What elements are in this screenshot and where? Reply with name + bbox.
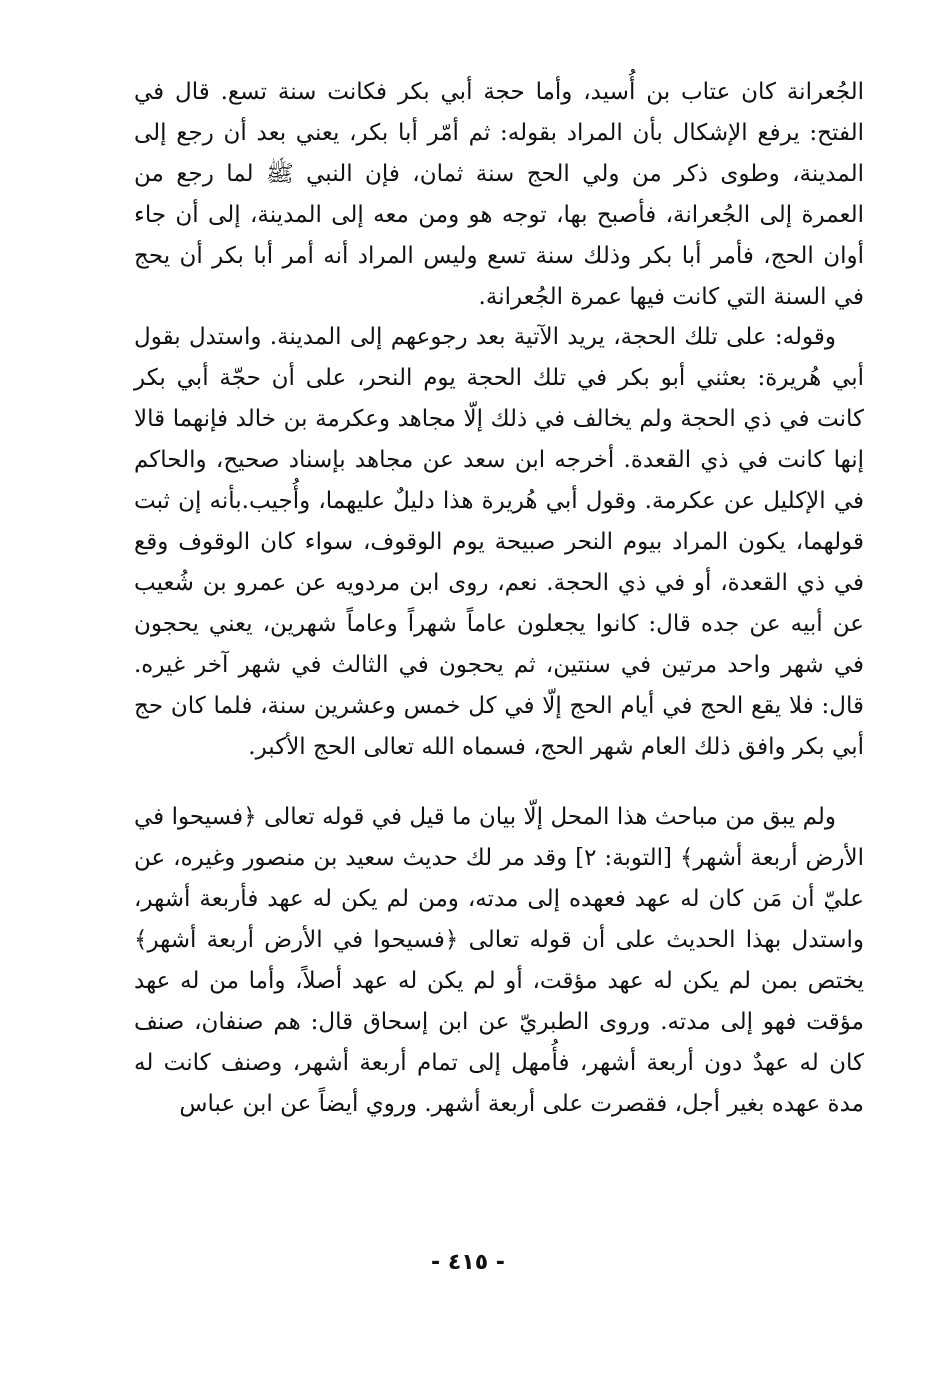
page-body <box>134 72 864 1125</box>
paragraph-2: وقوله: على تلك الحجة، يريد الآتية بعد رجوعهم إلى المدينة. واستدل بقول أبي هُريرة: بعثني أبو بكر في تلك الحجة يوم النحر، على أن حجّة أبي بكر كانت في ذي الحجة ولم يخالف في ذلك إلّا مجاهد وعكرمة بن خالد فإنهما قالا إنها كانت في ذي القعدة. أخرجه ابن سعد عن مجاهد بإسناد صحيح، والحاكم في الإكليل عن عكرمة. وقول أبي هُريرة هذا دليلٌ عليهما، وأُجيب.بأنه إن ثبت قولهما، يكون المراد بيوم النحر صبيحة يوم الوقوف، سواء كان الوقوف وقع في ذي القعدة، أو في ذي الحجة. نعم، روى ابن مردويه عن عمرو بن شُعيب عن أبيه عن جده قال: كانوا يجعلون عاماً شهراً وعاماً شهرين، يعني يحجون في شهر واحد مرتين في سنتين، ثم يحجون في الثالث في شهر آخر غيره. قال: فلا يقع الحج في أيام الحج إلّا في كل خمس وعشرين سنة، فلما كان حج أبي بكر وافق ذلك العام شهر الحج، فسماه الله تعالى الحج الأكبر. <box>134 324 864 760</box>
paragraph-3: ولم يبق من مباحث هذا المحل إلّا بيان ما قيل في قوله تعالى ﴿فسيحوا في الأرض أربعة أشهر﴾ [التوبة: ٢] وقد مر لك حديث سعيد بن منصور وغيره، عن عليّ أن مَن كان له عهد فعهده إلى مدته، ومن لم يكن له عهد فأربعة أشهر، واستدل بهذا الحديث على أن قوله تعالى ﴿فسيحوا في الأرض أربعة أشهر﴾ يختص بمن لم يكن له عهد مؤقت، أو لم يكن له عهد أصلاً، وأما من له عهد مؤقت فهو إلى مدته. وروى الطبريّ عن ابن إسحاق قال: هم صنفان، صنف كان له عهدٌ دون أربعة أشهر، فأُمهل إلى تمام أربعة أشهر، وصنف كانت له مدة عهده بغير أجل، فقصرت على أربعة أشهر. وروي أيضاً عن ابن عباس <box>134 804 864 1117</box>
paragraph-1: الجُعرانة كان عتاب بن أُسيد، وأما حجة أبي بكر فكانت سنة تسع. قال في الفتح: يرفع الإشكال بأن المراد بقوله: ثم أمّر أبا بكر، يعني بعد أن رجع إلى المدينة، وطوى ذكر من ولي الحج سنة ثمان، فإن النبي ﷺ لما رجع من العمرة إلى الجُعرانة، فأصبح بها، توجه هو ومن معه إلى المدينة، إلى أن جاء أوان الحج، فأمر أبا بكر وذلك سنة تسع وليس المراد أنه أمر أبا بكر أن يحج في السنة التي كانت فيها عمرة الجُعرانة. <box>134 79 864 310</box>
page-number: - ٤١٥ - <box>431 1250 505 1275</box>
